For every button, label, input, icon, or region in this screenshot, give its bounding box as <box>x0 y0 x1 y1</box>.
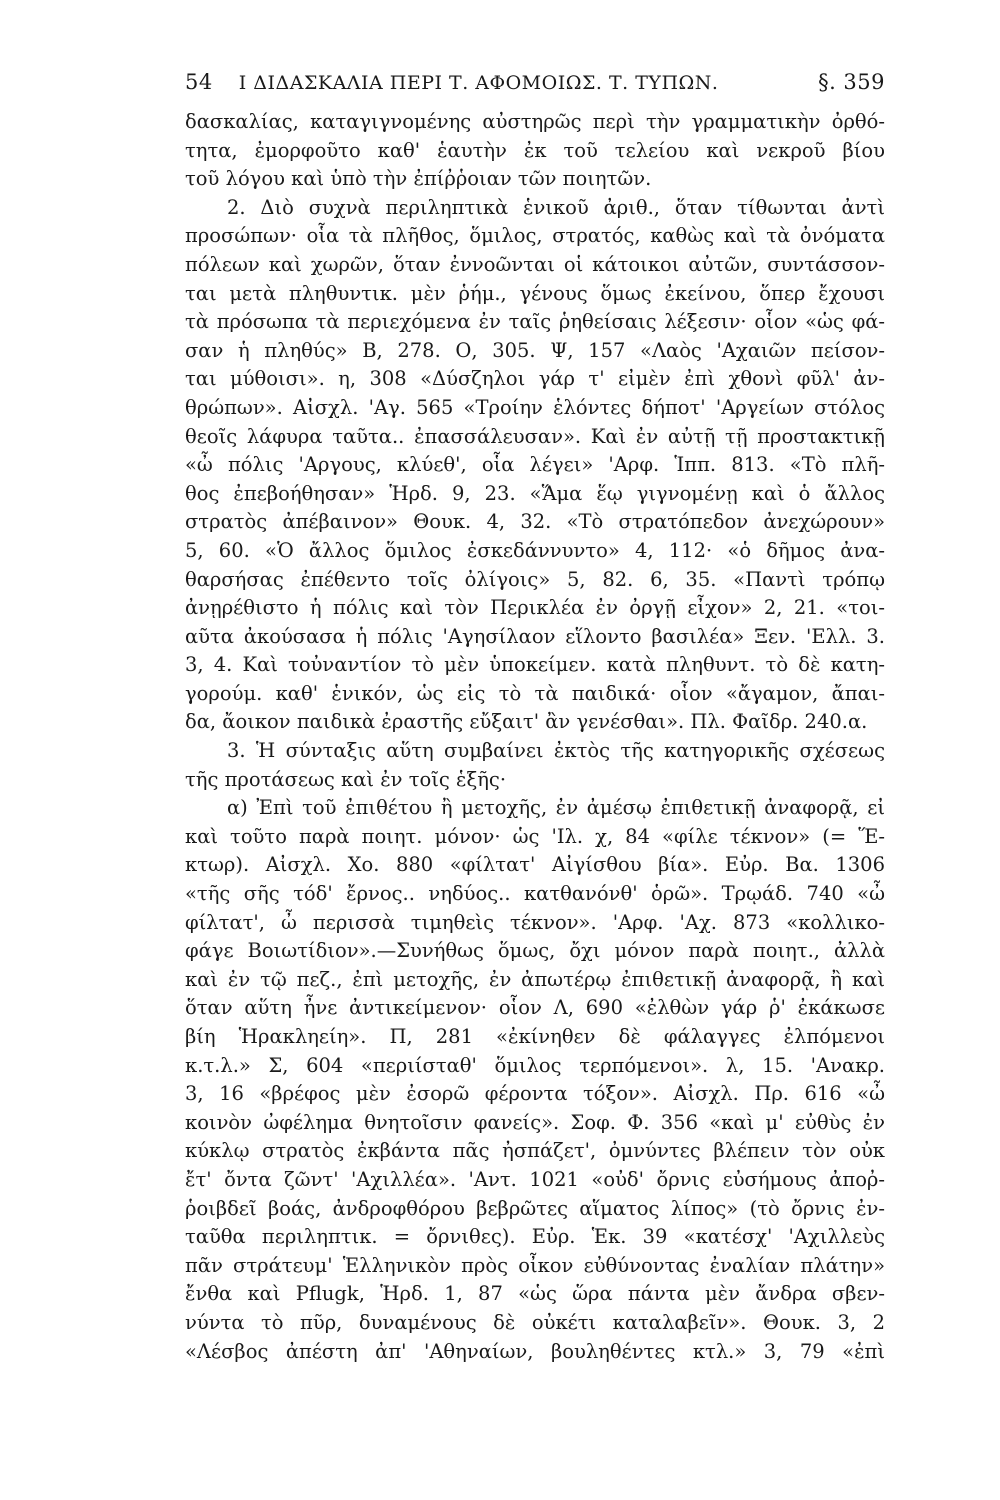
text-line: φίλτατ', ὦ περισσὰ τιμηθεὶς τέκνον». 'Αρφ. 'Αχ. 873 «κολλικο- <box>185 910 885 934</box>
running-head <box>185 70 885 94</box>
text-line: «Λέσβος ἀπέστη ἀπ' 'Αθηναίων, βουληθέντες κτλ.» 3, 79 «ἐπὶ <box>185 1339 885 1363</box>
text-line: «ὦ πόλις 'Αργους, κλύεθ', οἷα λέγει» 'Αρφ. Ἱππ. 813. «Τὸ πλῆ- <box>185 453 885 477</box>
text-line: βίη Ἡρακληείη». Π, 281 «ἐκίνηθεν δὲ φάλαγγες ἐλπόμενοι <box>185 1025 885 1048</box>
text-line: κ.τ.λ.» Σ, 604 «περιίσταθ' ὅμιλος τερπόμενοι». λ, 15. 'Ανακρ. <box>185 1053 885 1077</box>
text-line: 2. Διὸ συχνὰ περιληπτικὰ ἑνικοῦ ἀριθ., ὅταν τίθωνται ἀντὶ <box>227 195 885 219</box>
text-line: κοινὸν ὠφέλημα θνητοῖσιν φανείς». Σοφ. Φ. 356 «καὶ μ' εὐθὺς ἐν <box>185 1110 885 1134</box>
page <box>185 70 885 1366</box>
text-line: δα, ἄοικον παιδικὰ ἐραστῆς εὔξαιτ' ἂν γενέσθαι». Πλ. Φαῖδρ. 240.α. <box>185 710 868 734</box>
text-line: 5, 60. «Ὁ ἄλλος ὅμιλος ἐσκεδάννυντο» 4, 112· «ὁ δῆμος ἀνα- <box>185 538 885 562</box>
text-line: πόλεων καὶ χωρῶν, ὅταν ἐννοῶνται οἱ κάτοικοι αὐτῶν, συντάσσον- <box>185 252 885 276</box>
text-line: καὶ τοῦτο παρὰ ποιητ. μόνον· ὡς 'Ιλ. χ, 84 «φίλε τέκνον» (= Ἕ- <box>185 824 885 848</box>
text-line: ται μετὰ πληθυντικ. μὲν ῥήμ., γένους ὅμως ἐκείνου, ὅπερ ἔχουσι <box>185 281 885 305</box>
text-line: 3. Ἡ σύνταξις αὕτη συμβαίνει ἐκτὸς τῆς κατηγορικῆς σχέσεως <box>227 739 885 763</box>
text-line: ἔνθα καὶ Pflugk, Ἡρδ. 1, 87 «ὡς ὥρα πάντα μὲν ἄνδρα σβεν- <box>185 1282 885 1306</box>
text-line: νύντα τὸ πῦρ, δυναμένους δὲ οὐκέτι καταλαβεῖν». Θουκ. 3, 2 <box>185 1310 885 1334</box>
text-line: κύκλῳ στρατὸς ἐκβάντα πᾶς ἠσπάζετ', ὀμνύντες βλέπειν τὸν οὐκ <box>185 1139 885 1163</box>
text-line: α) Ἐπὶ τοῦ ἐπιθέτου ἢ μετοχῆς, ἐν ἀμέσῳ ἐπιθετικῇ ἀναφορᾷ, εἰ <box>227 796 885 820</box>
text-line: θος ἐπεβοήθησαν» Ἡρδ. 9, 23. «Ἅμα ἕῳ γιγνομένῃ καὶ ὁ ἄλλος <box>185 481 885 505</box>
text-line: αῦτα ἀκούσασα ἡ πόλις 'Αγησίλαον εἵλοντο βασιλέα» Ξεν. 'Ελλ. 3. <box>185 624 885 648</box>
text-line: στρατὸς ἀπέβαινον» Θουκ. 4, 32. «Τὸ στρατόπεδον ἀνεχώρουν» <box>185 510 885 534</box>
text-line: ἔτ' ὄντα ζῶντ' 'Αχιλλέα». 'Αντ. 1021 «οὐδ' ὄρνις εὐσήμους ἀποῤ- <box>185 1167 885 1191</box>
text-line: τητα, ἐμορφοῦτο καθ' ἑαυτὴν ἐκ τοῦ τελείου καὶ νεκροῦ βίου <box>185 138 885 162</box>
text-line: ῥοιβδεῖ βοάς, ἀνδροφθόρου βεβρῶτες αἵματος λίπος» (τὸ ὄρνις ἐν- <box>185 1196 885 1220</box>
text-line: ταῦθα περιληπτικ. = ὄρνιθες). Εὐρ. Ἑκ. 39 «κατέσχ' 'Αχιλλεὺς <box>185 1225 885 1249</box>
text-line: «τῆς σῆς τόδ' ἔρνος.. νηδύος.. κατθανόνθ' ὁρῶ». Τρῳάδ. 740 «ὦ <box>185 882 885 906</box>
text-line: 3, 16 «βρέφος μὲν ἐσορῶ φέροντα τόξον». Αἰσχλ. Πρ. 616 «ὦ <box>185 1082 885 1106</box>
text-line: τοῦ λόγου καὶ ὑπὸ τὴν ἐπίῤῥοιαν τῶν ποιητῶν. <box>185 167 652 191</box>
text-line: κτωρ). Αἰσχλ. Χο. 880 «φίλτατ' Αἰγίσθου βία». Εὐρ. Βα. 1306 <box>185 853 885 877</box>
text-line: πᾶν στράτευμ' Ἑλληνικὸν πρὸς οἶκον εὐθύνοντας ἐναλίαν πλάτην» <box>185 1253 885 1277</box>
text-line: δασκαλίας, καταγιγνομένης αὐστηρῶς περὶ τὴν γραμματικὴν ὀρθό- <box>185 110 885 133</box>
text-line: τῆς προτάσεως καὶ ἐν τοῖς ἑξῆς· <box>185 767 507 791</box>
text-line: 3, 4. Καὶ τοὐναντίον τὸ μὲν ὑποκείμεν. κατὰ πληθυντ. τὸ δὲ κατη- <box>185 653 885 677</box>
text-line: θρώπων». Αἰσχλ. 'Αγ. 565 «Τροίην ἑλόντες δήποτ' 'Αργείων στόλος <box>185 395 885 419</box>
text-line: ὅταν αὕτη ἦνε ἀντικείμενον· οἷον Λ, 690 «ἐλθὼν γάρ ῥ' ἐκάκωσε <box>185 996 885 1020</box>
running-title: Ι ΔΙΔΑΣΚΑΛΙΑ ΠΕΡΙ Τ. ΑΦΟΜΟΙΩΣ. Τ. ΤΥΠΩΝ. <box>238 72 719 94</box>
text-line: φάγε Βοιωτίδιον».—Συνήθως ὅμως, ὄχι μόνον παρὰ ποιητ., ἀλλὰ <box>185 939 885 963</box>
text-line: σαν ἡ πληθύς» Β, 278. Ο, 305. Ψ, 157 «Λαὸς 'Αχαιῶν πείσον- <box>185 338 885 362</box>
text-line: ται μύθοισι». η, 308 «Δύσζηλοι γάρ τ' εἰμὲν ἐπὶ χθονὶ φῦλ' ἀν- <box>185 367 885 391</box>
text-line: καὶ ἐν τῷ πεζ., ἐπὶ μετοχῆς, ἐν ἀπωτέρῳ ἐπιθετικῇ ἀναφορᾷ, ἢ καὶ <box>185 967 885 991</box>
body-text <box>185 108 885 1366</box>
text-line: ἀνῃρέθιστο ἡ πόλις καὶ τὸν Περικλέα ἐν ὀργῇ εἶχον» 2, 21. «τοι- <box>185 596 885 620</box>
text-line: γορούμ. καθ' ἑνικόν, ὡς εἰς τὸ τὰ παιδικά· οἷον «ἄγαμον, ἄπαι- <box>185 681 885 705</box>
text-line: προσώπων· οἷα τὰ πλῆθος, ὅμιλος, στρατός, καθὼς καὶ τὰ ὀνόματα <box>185 224 885 248</box>
text-line: τὰ πρόσωπα τὰ περιεχόμενα ἐν ταῖς ῥηθείσαις λέξεσιν· οἷον «ὡς φά- <box>185 310 885 334</box>
section-mark: §. 359 <box>818 70 885 94</box>
page-number: 54 <box>185 70 213 94</box>
text-line: θαρσήσας ἐπέθεντο τοῖς ὀλίγοις» 5, 82. 6, 35. «Παντὶ τρόπῳ <box>185 567 885 591</box>
text-line: θεοῖς λάφυρα ταῦτα.. ἐπασσάλευσαν». Καὶ ἐν αὐτῇ τῇ προστακτικῇ <box>185 424 885 448</box>
